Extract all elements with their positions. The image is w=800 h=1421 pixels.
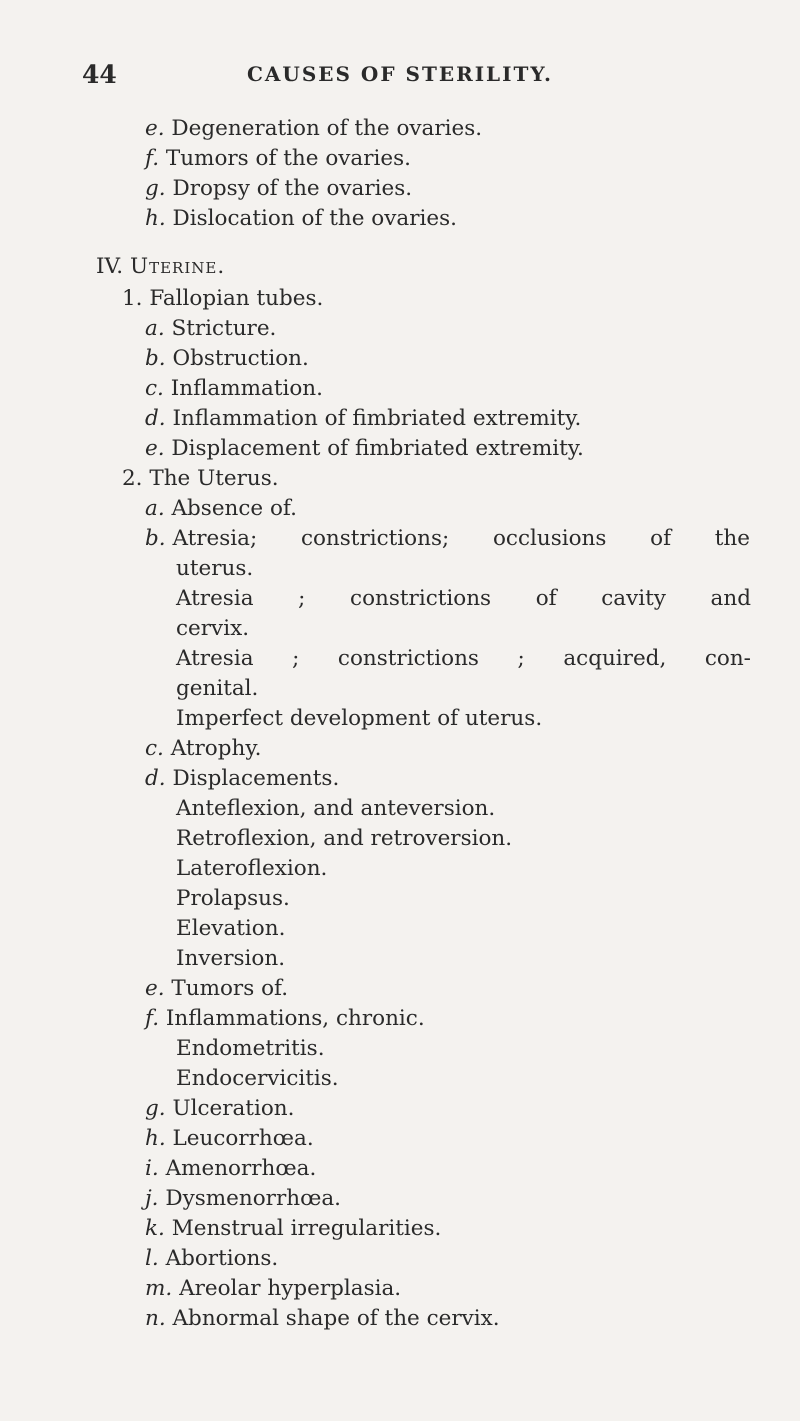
list-item: l. Abortions. — [145, 1246, 279, 1271]
sub-item: Endometritis. — [176, 1036, 325, 1061]
list-item: n. Abnormal shape of the cervix. — [145, 1306, 500, 1331]
list-item: h. Leucorrhœa. — [145, 1126, 314, 1151]
sub-item: Atresia ; constrictions ; acquired, con- — [176, 646, 751, 671]
sub-item-continuation: genital. — [176, 676, 259, 701]
list-item: g. Dropsy of the ovaries. — [145, 176, 413, 201]
list-item: b. Obstruction. — [145, 346, 309, 371]
list-item: d. Inflammation of fimbriated extremity. — [145, 406, 582, 431]
sub-item: Inversion. — [176, 946, 286, 971]
list-item: k. Menstrual irregularities. — [145, 1216, 442, 1241]
list-item: h. Dislocation of the ovaries. — [145, 206, 457, 231]
page-number: 44 — [82, 60, 117, 89]
sub-item-continuation: cervix. — [176, 616, 250, 641]
list-item: b. Atresia; constrictions; occlusions of the — [145, 526, 750, 551]
subsection-heading: 1. Fallopian tubes. — [122, 286, 324, 311]
sub-item: Endocervicitis. — [176, 1066, 339, 1091]
list-item: f. Inflammations, chronic. — [145, 1006, 425, 1031]
list-item: m. Areolar hyperplasia. — [145, 1276, 402, 1301]
sub-item: Elevation. — [176, 916, 286, 941]
list-item: c. Atrophy. — [145, 736, 262, 761]
list-item: j. Dysmenorrhœa. — [145, 1186, 341, 1211]
list-item: f. Tumors of the ovaries. — [145, 146, 411, 171]
list-item: e. Tumors of. — [145, 976, 289, 1001]
sub-item: Atresia ; constrictions of cavity and — [176, 586, 751, 611]
list-item: i. Amenorrhœa. — [145, 1156, 317, 1181]
list-item: a. Absence of. — [145, 496, 297, 521]
list-item: c. Inflammation. — [145, 376, 323, 401]
list-item: e. Displacement of fimbriated extremity. — [145, 436, 584, 461]
sub-item: Imperfect development of uterus. — [176, 706, 543, 731]
list-item: a. Stricture. — [145, 316, 277, 341]
list-item-continuation: uterus. — [176, 556, 254, 581]
subsection-heading: 2. The Uterus. — [122, 466, 279, 491]
sub-item: Lateroflexion. — [176, 856, 328, 881]
running-head: CAUSES OF STERILITY. — [246, 62, 554, 86]
list-item: e. Degeneration of the ovaries. — [145, 116, 483, 141]
section-heading: IV. Uterine. — [96, 254, 226, 279]
page-header — [0, 60, 800, 96]
sub-item: Anteflexion, and anteversion. — [176, 796, 496, 821]
list-item: g. Ulceration. — [145, 1096, 295, 1121]
sub-item: Prolapsus. — [176, 886, 290, 911]
sub-item: Retroflexion, and retroversion. — [176, 826, 513, 851]
list-item: d. Displacements. — [145, 766, 340, 791]
